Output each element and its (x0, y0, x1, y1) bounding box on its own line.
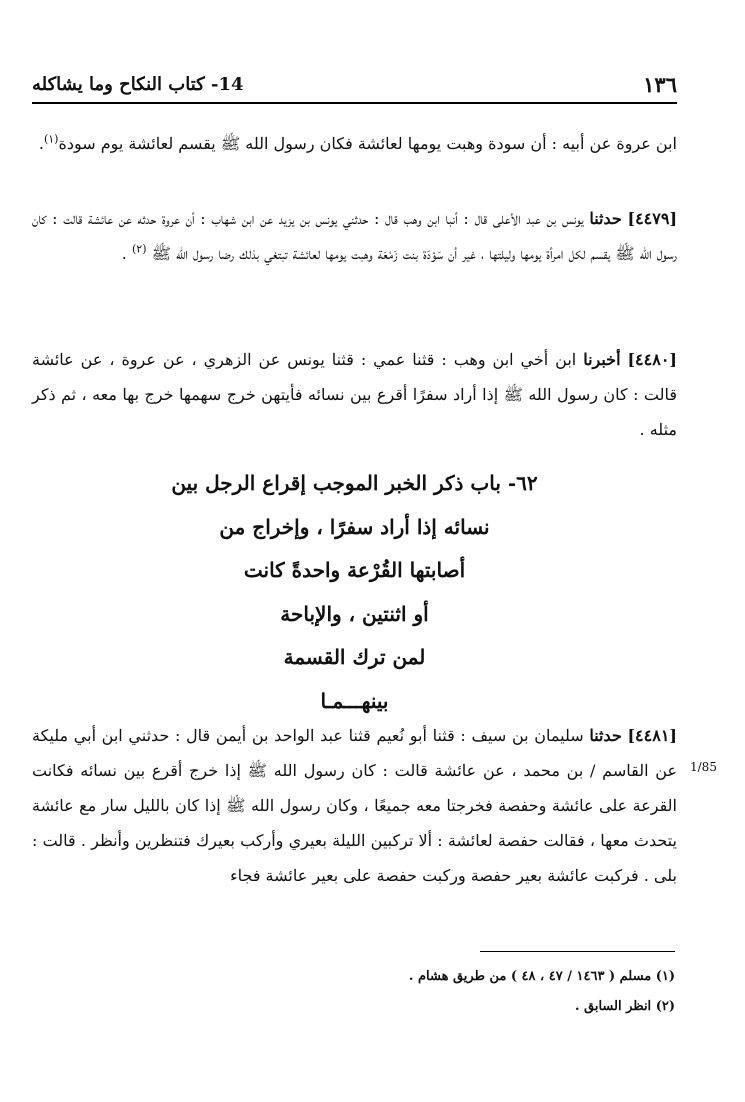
hadith-text: سليمان بن سيف : قثنا أبو نُعيم قثنا عبد الواحد بن أيمن قال : حدثني ابن أبي مليكة عن القاسم / بن محمد ، عن عائشة قالت : كان رسول الله ﷺ إذا خرج أقرع بين نسائه فكانت القرعة على عائشة وحفصة فخرجتا معه جميعًا ، وكان رسول الله ﷺ إذا كان بالليل سار مع عائشة يتحدث معها ، فقالت حفصة لعائشة : ألا تركبين الليلة بعيري وأركب بعيرك فتنظرين وأنظر . قالت : بلى . فركبت عائشة بعير حفصة وركبت حفصة على بعير عائشة فجاء (32, 726, 677, 885)
page-number: ١٣٦ (643, 71, 677, 97)
intro-end: . (38, 134, 44, 153)
footnote-1: (١) مسلم ( ١٤٦٣ / ٤٧ ، ٤٨ ) من طريق هشام . (408, 969, 675, 984)
hadith-number: [٤٤٧٩] (627, 209, 678, 228)
chapter-heading-line: أو اثنتين ، والإباحة (280, 601, 429, 626)
chapter-heading-line: نسائه إذا أراد سفرًا ، وإخراج من (219, 514, 490, 539)
hadith-number: [٤٤٨٠] (627, 350, 677, 369)
running-chapter-title: 14- كتاب النكاح وما يشاكله (32, 73, 244, 95)
intro-paragraph (32, 126, 677, 161)
hadith-text: يونس بن عبد الأعلى قال : أنبا ابن وهب قال : حدثني يونس بن يزيد عن ابن شهاب : أن عروة حدثه عن عائشة قالت : كان رسول الله ﷺ يقسم لكل امرأة يومها وليلتها ، غير أن سَوْدَة بنت زَمْعَة وهبت يومها لعائشة تبتغي بذلك رضا رسول الله ﷺ (32, 209, 677, 263)
chapter-heading (32, 462, 677, 723)
hadith-number: [٤٤٨١] (627, 726, 677, 745)
page-header (32, 66, 677, 104)
intro-text: ابن عروة عن أبيه : أن سودة وهبت يومها لعائشة فكان رسول الله ﷺ يقسم لعائشة يوم سودة (58, 134, 677, 153)
hadith-4479 (32, 201, 677, 271)
manuscript-folio-note: 1/85 (690, 760, 717, 774)
chapter-heading-line: بينهـــمـا (320, 688, 389, 713)
hadith-lead-word: حدثنا (589, 726, 622, 745)
hadith-text: ابن أخي ابن وهب : قثنا عمي : قثنا يونس عن الزهري ، عن عروة ، عن عائشة قالت : كان رسول الله ﷺ إذا أراد سفرًا أقرع بين نسائه فأيتهن خرج سهمها خرج بها معه ، ثم ذكر مثله . (32, 350, 677, 439)
footnote-ref-1[interactable]: (١) (43, 132, 59, 146)
hadith-4480 (32, 342, 677, 447)
chapter-heading-line: أصابتها القُرْعة واحدةً كانت (243, 558, 466, 582)
footnote-divider (480, 951, 675, 952)
footnote-ref-2[interactable]: (٢) (131, 242, 147, 256)
hadith-end: . (121, 244, 127, 263)
chapter-heading-line: لمن ترك القسمة (283, 645, 426, 669)
hadith-4481 (32, 718, 677, 893)
footnotes (75, 962, 675, 1022)
chapter-heading-line: ٦٢- باب ذكر الخبر الموجب إقراع الرجل بين (171, 471, 538, 495)
hadith-lead-word: أخبرنا (583, 350, 621, 369)
footnote-2: (٢) انظر السابق . (574, 999, 675, 1014)
hadith-lead-word: حدثنا (589, 209, 622, 228)
